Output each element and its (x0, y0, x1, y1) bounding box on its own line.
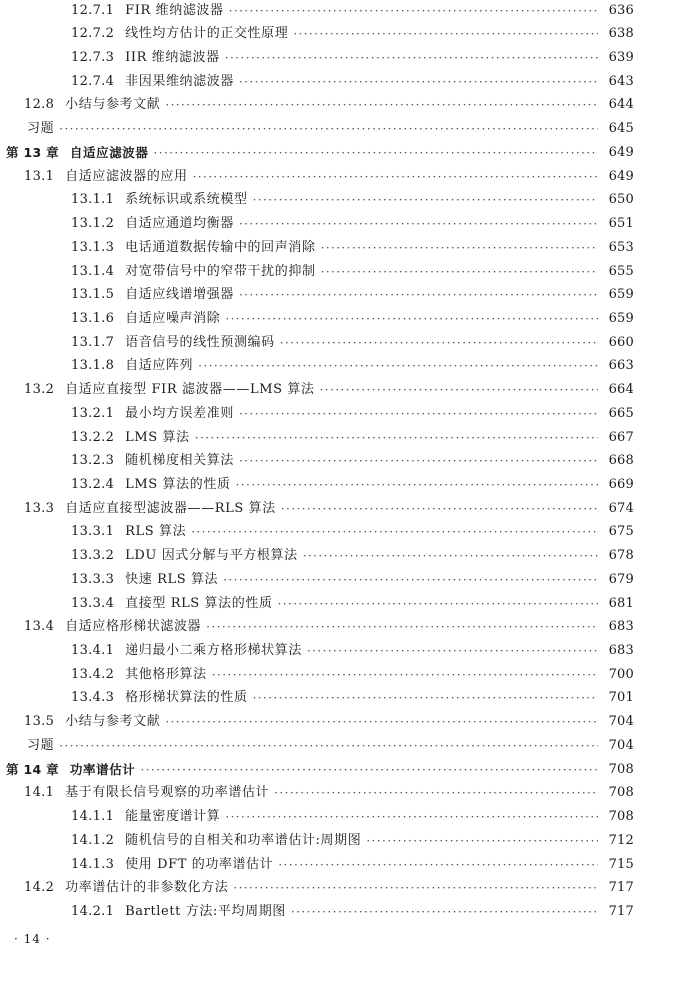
toc-entry (0, 399, 681, 422)
toc-entry-title: 语音信号的线性预测编码 (125, 334, 275, 350)
toc-entry-page: 681 (608, 595, 634, 611)
toc-entry (0, 281, 681, 304)
toc-entry (0, 67, 681, 90)
toc-entry-number: 13.2.3 (71, 453, 115, 469)
toc-entry-page: 638 (608, 26, 634, 42)
toc-entry-title: 线性均方估计的正交性原理 (125, 26, 289, 42)
toc-entry-title: 基于有限长信号观察的功率谱估计 (65, 785, 270, 801)
toc-entry-number: 12.8 (24, 97, 55, 113)
toc-entry-title: 使用 DFT 的功率谱估计 (125, 856, 274, 872)
dot-leader (236, 477, 598, 493)
toc-entry-title: 自适应线谱增强器 (125, 287, 234, 303)
toc-entry-number: 13.1.2 (71, 216, 115, 232)
toc-entry-number: 13.3.1 (71, 524, 115, 540)
toc-entry (0, 257, 681, 280)
toc-entry-title: 快速 RLS 算法 (125, 571, 219, 587)
toc-entry-title: 直接型 RLS 算法的性质 (125, 595, 273, 611)
toc-entry (0, 91, 681, 114)
toc-entry (0, 731, 681, 754)
toc-entry-title: 自适应直接型滤波器——RLS 算法 (65, 500, 276, 516)
toc-entry-title: 最小均方误差准则 (125, 405, 234, 421)
toc-entry (0, 43, 681, 66)
toc-entry (0, 328, 681, 351)
toc-entry (0, 376, 681, 399)
toc-entry (0, 233, 681, 256)
toc-entry-number: 13.1 (24, 168, 55, 184)
toc-entry-page: 660 (608, 334, 634, 350)
dot-leader (229, 3, 598, 19)
toc-entry (0, 304, 681, 327)
toc-entry (0, 565, 681, 588)
toc-entry-number: 13.1.4 (71, 263, 115, 279)
dot-leader (278, 857, 598, 873)
toc-entry-number: 12.7.1 (71, 2, 115, 18)
toc-entry-page: 667 (608, 429, 634, 445)
toc-entry-number: 12.7.4 (71, 73, 115, 89)
dot-leader (366, 833, 598, 849)
toc-entry-number: 13.2.4 (71, 476, 115, 492)
toc-entry-number: 12.7.2 (71, 26, 115, 42)
toc-entry-page: 636 (608, 2, 634, 18)
dot-leader (274, 785, 598, 801)
toc-entry-number: 14.1.2 (71, 832, 115, 848)
toc-entry-number: 13.3 (24, 500, 55, 516)
toc-entry (0, 542, 681, 565)
toc-entry (0, 352, 681, 375)
toc-entry-number: 13.3.2 (71, 548, 115, 564)
toc-entry (0, 494, 681, 517)
toc-entry-number: 13.4.1 (71, 643, 115, 659)
toc-entry-page: 701 (608, 690, 634, 706)
toc-entry (0, 0, 681, 19)
dot-leader (253, 690, 598, 706)
toc-entry-page: 655 (608, 263, 634, 279)
toc-entry-number: 13.4.3 (71, 690, 115, 706)
toc-entry-number: 13.2 (24, 382, 55, 398)
toc-entry-page: 659 (608, 310, 634, 326)
toc-entry-number: 13.2.2 (71, 429, 115, 445)
toc-entry (0, 423, 681, 446)
toc-entry-page: 669 (608, 476, 634, 492)
toc-entry-title: 对宽带信号中的窄带干扰的抑制 (125, 263, 316, 279)
toc-entry-number: 13.3.4 (71, 595, 115, 611)
toc-entry (0, 613, 681, 636)
dot-leader (59, 738, 598, 754)
dot-leader (140, 762, 598, 778)
toc-entry-number: 13.1.6 (71, 310, 115, 326)
dot-leader (206, 619, 598, 635)
toc-entry-number: 14.2 (24, 880, 55, 896)
toc-entry-page: 708 (608, 761, 634, 777)
toc-entry-page: 639 (608, 50, 634, 66)
toc-entry-page: 645 (608, 121, 634, 137)
dot-leader (321, 240, 598, 256)
toc-entry-page: 649 (608, 144, 634, 160)
toc-entry (0, 708, 681, 731)
dot-leader (280, 335, 598, 351)
dot-leader (165, 97, 598, 113)
toc-entry-title: 系统标识或系统模型 (125, 192, 248, 208)
toc-entry-number: 13.1.3 (71, 239, 115, 255)
toc-entry-page: 663 (608, 358, 634, 374)
toc-entry-page: 678 (608, 548, 634, 564)
toc-entry-page: 715 (608, 856, 634, 872)
toc-entry-page: 683 (608, 619, 634, 635)
toc-entry-title: 自适应通道均衡器 (125, 216, 234, 232)
toc-entry-page: 717 (608, 903, 634, 919)
toc-entry-page: 659 (608, 287, 634, 303)
toc-entry-number: 12.7.3 (71, 50, 115, 66)
toc-entry-number: 14.1 (24, 785, 55, 801)
toc-entry-title: 自适应直接型 FIR 滤波器——LMS 算法 (65, 382, 315, 398)
toc-entry (0, 779, 681, 802)
dot-leader (239, 453, 598, 469)
toc-entry-title: LMS 算法 (125, 429, 190, 445)
toc-entry (0, 684, 681, 707)
dot-leader (191, 524, 598, 540)
dot-leader (320, 382, 598, 398)
toc-entry-title: Bartlett 方法:平均周期图 (125, 903, 286, 919)
dot-leader (253, 192, 598, 208)
toc-entry-title: 功率谱估计的非参数化方法 (65, 880, 229, 896)
toc-entry-title: 自适应阵列 (125, 358, 194, 374)
toc-entry-title: FIR 维纳滤波器 (125, 2, 224, 18)
dot-leader (307, 643, 598, 659)
toc-entry-title: 格形梯状算法的性质 (125, 690, 248, 706)
toc-entry-number: 第 13 章 (6, 144, 59, 160)
dot-leader (303, 548, 598, 564)
toc-entry-page: 708 (608, 809, 634, 825)
toc-entry-page: 644 (608, 97, 634, 113)
toc-entry-page: 664 (608, 382, 634, 398)
toc-entry-title: 小结与参考文献 (65, 97, 161, 113)
toc-entry-title: 递归最小二乘方格形梯状算法 (125, 643, 302, 659)
toc-entry-number: 第 14 章 (6, 761, 59, 777)
toc-entry-page: 700 (608, 666, 634, 682)
toc-entry-page: 674 (608, 500, 634, 516)
toc-entry-title: 随机梯度相关算法 (125, 453, 234, 469)
dot-leader (239, 406, 598, 422)
toc-entry-title: 功率谱估计 (69, 761, 136, 777)
dot-leader (239, 287, 598, 303)
toc-entry-title: 随机信号的自相关和功率谱估计:周期图 (125, 832, 362, 848)
toc-entry-number: 14.1.1 (71, 809, 115, 825)
dot-leader (154, 145, 598, 161)
toc-entry (0, 20, 681, 43)
dot-leader (195, 430, 598, 446)
toc-entry-page: 679 (608, 571, 634, 587)
toc-entry (0, 518, 681, 541)
toc-entry (0, 589, 681, 612)
toc-entry-page: 717 (608, 880, 634, 896)
dot-leader (233, 880, 598, 896)
toc-entry-title: 非因果维纳滤波器 (125, 73, 234, 89)
toc-entry-number: 13.4 (24, 619, 55, 635)
toc-entry-page: 704 (608, 714, 634, 730)
dot-leader (293, 26, 598, 42)
toc-entry (0, 755, 681, 778)
dot-leader (278, 596, 598, 612)
toc-entry (0, 209, 681, 232)
toc-entry-title: 其他格形算法 (125, 666, 207, 682)
toc-entry-page: 708 (608, 785, 634, 801)
toc-entry-title: LMS 算法的性质 (125, 476, 231, 492)
toc-entry-title: 习题 (27, 737, 55, 753)
toc-entry-title: 电话通道数据传输中的回声消除 (125, 239, 316, 255)
dot-leader (225, 50, 598, 66)
dot-leader (165, 714, 598, 730)
toc-entry-page: 650 (608, 192, 634, 208)
toc-entry-page: 668 (608, 453, 634, 469)
toc-entry-number: 13.1.1 (71, 192, 115, 208)
toc-entry (0, 802, 681, 825)
dot-leader (291, 904, 598, 920)
toc-entry-title: 习题 (27, 121, 55, 137)
toc-entry (0, 115, 681, 138)
toc-entry-number: 14.1.3 (71, 856, 115, 872)
toc-entry (0, 874, 681, 897)
toc-entry-number: 13.3.3 (71, 571, 115, 587)
page-number: · 14 · (14, 932, 51, 946)
toc-entry-title: 小结与参考文献 (65, 714, 161, 730)
toc-entry-page: 675 (608, 524, 634, 540)
toc-entry (0, 447, 681, 470)
toc-entry (0, 162, 681, 185)
toc-entry (0, 470, 681, 493)
toc-entry (0, 897, 681, 920)
toc-entry-number: 13.1.8 (71, 358, 115, 374)
dot-leader (59, 121, 598, 137)
toc-entry (0, 660, 681, 683)
toc-entry-title: 自适应滤波器的应用 (65, 168, 188, 184)
toc-entry-title: 能量密度谱计算 (125, 809, 221, 825)
toc-entry-page: 653 (608, 239, 634, 255)
toc-entry-title: IIR 维纳滤波器 (125, 50, 220, 66)
toc-entry-title: 自适应滤波器 (69, 144, 149, 160)
dot-leader (239, 216, 598, 232)
dot-leader (225, 311, 598, 327)
toc-entry-number: 14.2.1 (71, 903, 115, 919)
toc-entry-number: 13.1.7 (71, 334, 115, 350)
dot-leader (321, 264, 598, 280)
toc-entry-number: 13.2.1 (71, 405, 115, 421)
dot-leader (281, 501, 598, 517)
dot-leader (223, 572, 598, 588)
toc-entry-number: 13.4.2 (71, 666, 115, 682)
toc-entry (0, 850, 681, 873)
toc-entry-page: 683 (608, 643, 634, 659)
dot-leader (212, 667, 598, 683)
toc-entry-page: 649 (608, 168, 634, 184)
toc-entry (0, 138, 681, 161)
dot-leader (198, 358, 598, 374)
toc-entry (0, 636, 681, 659)
toc-entry-title: 自适应格形梯状滤波器 (65, 619, 202, 635)
dot-leader (193, 169, 598, 185)
toc-entry-number: 13.5 (24, 714, 55, 730)
toc-entry-title: RLS 算法 (125, 524, 187, 540)
toc-entry-title: LDU 因式分解与平方根算法 (125, 548, 298, 564)
dot-leader (225, 809, 598, 825)
toc-entry (0, 186, 681, 209)
toc-entry-page: 704 (608, 737, 634, 753)
dot-leader (239, 74, 598, 90)
toc-entry-page: 665 (608, 405, 634, 421)
toc-entry-page: 651 (608, 216, 634, 232)
toc-entry-page: 712 (608, 832, 634, 848)
toc-entry-title: 自适应噪声消除 (125, 310, 221, 326)
toc-entry-number: 13.1.5 (71, 287, 115, 303)
toc-entry-page: 643 (608, 73, 634, 89)
toc-entry (0, 826, 681, 849)
